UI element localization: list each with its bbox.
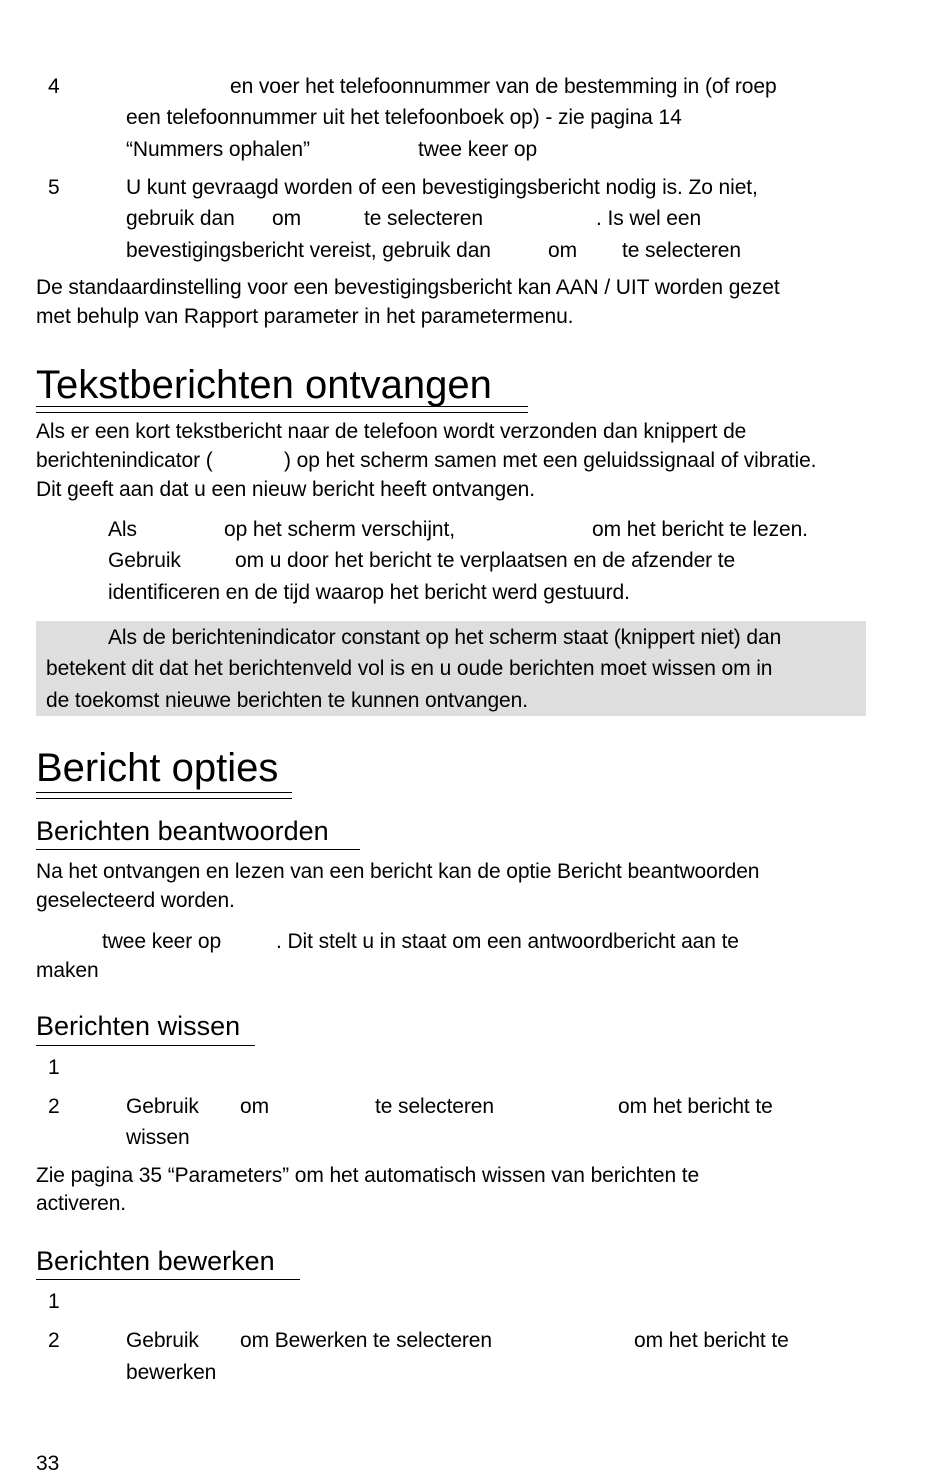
delete-step-2e: wissen (126, 1126, 190, 1149)
delete-step-2-number: 2 (48, 1095, 60, 1118)
reply-line1: Na het ontvangen en lezen van een bericht kan de optie Bericht beantwoorden (36, 860, 760, 883)
instruction-line1b: op het scherm verschijnt, (224, 518, 455, 541)
default-note-line1: De standaardinstelling voor een bevestigingsbericht kan AAN / UIT worden gezet (36, 276, 780, 299)
default-note-line2: met behulp van Rapport parameter in het parametermenu. (36, 305, 574, 328)
step-5-line3c: te selecteren (622, 239, 741, 262)
delete-note-line1: Zie pagina 35 “Parameters” om het automatisch wissen van berichten te (36, 1164, 700, 1187)
edit-step-2b: om Bewerken te selecteren (240, 1329, 492, 1352)
step-4-line2: een telefoonnummer uit het telefoonboek op) - zie pagina 14 (126, 106, 682, 129)
subheading-delete: Berichten wissen (36, 1011, 241, 1041)
page-number: 33 (36, 1452, 60, 1475)
instruction-line2b: om u door het bericht te verplaatsen en de afzender te (235, 549, 736, 572)
delete-step-2d: om het bericht te (618, 1095, 773, 1118)
section-title-receive: Tekstberichten ontvangen (36, 363, 492, 407)
step-4-line3a: “Nummers ophalen” (126, 138, 310, 161)
receive-paragraph-line2a: berichtenindicator ( (36, 449, 213, 472)
reply-line3b: . Dit stelt u in staat om een antwoordbericht aan te (276, 930, 739, 953)
step-4-number: 4 (48, 75, 60, 98)
delete-step-2a: Gebruik (126, 1095, 199, 1118)
receive-paragraph-line1: Als er een kort tekstbericht naar de telefoon wordt verzonden dan knippert de (36, 420, 747, 443)
instruction-line2a: Gebruik (108, 549, 181, 572)
title-underline (36, 406, 528, 413)
note-line1: Als de berichtenindicator constant op het scherm staat (knippert niet) dan (108, 626, 782, 649)
step-4-line3b: twee keer op (418, 138, 538, 161)
edit-step-2c: om het bericht te (634, 1329, 789, 1352)
delete-step-2b: om (240, 1095, 269, 1118)
reply-line4: maken (36, 959, 99, 982)
step-5-line2d: . Is wel een (596, 207, 702, 230)
instruction-line1a: Als (108, 518, 137, 541)
note-line3: de toekomst nieuwe berichten te kunnen ontvangen. (46, 689, 528, 712)
receive-paragraph-line3: Dit geeft aan dat u een nieuw bericht heeft ontvangen. (36, 478, 535, 501)
delete-step-2c: te selecteren (375, 1095, 494, 1118)
step-5-number: 5 (48, 176, 60, 199)
step-5-line1: U kunt gevraagd worden of een bevestigingsbericht nodig is. Zo niet, (126, 176, 758, 199)
instruction-line1c: om het bericht te lezen. (592, 518, 808, 541)
subheading-edit: Berichten bewerken (36, 1246, 275, 1276)
reply-line3a: twee keer op (102, 930, 222, 953)
section-title-options: Bericht opties (36, 746, 279, 790)
delete-note-line2: activeren. (36, 1192, 127, 1215)
reply-line2: geselecteerd worden. (36, 889, 235, 912)
subheading-underline (36, 1045, 255, 1046)
subheading-reply: Berichten beantwoorden (36, 816, 329, 846)
delete-step-1-number: 1 (48, 1056, 60, 1079)
step-5-line2a: gebruik dan (126, 207, 235, 230)
step-5-line3a: bevestigingsbericht vereist, gebruik dan (126, 239, 491, 262)
instruction-line3: identificeren en de tijd waarop het bericht werd gestuurd. (108, 581, 630, 604)
edit-step-2d: bewerken (126, 1361, 217, 1384)
subheading-underline (36, 1279, 300, 1280)
note-line2: betekent dit dat het berichtenveld vol is en u oude berichten moet wissen om in (46, 657, 773, 680)
subheading-underline (36, 849, 360, 850)
step-5-line2c: te selecteren (364, 207, 483, 230)
title-underline (36, 792, 292, 799)
edit-step-2a: Gebruik (126, 1329, 199, 1352)
edit-step-2-number: 2 (48, 1329, 60, 1352)
step-5-line2b: om (272, 207, 301, 230)
edit-step-1-number: 1 (48, 1290, 60, 1313)
step-4-line1: en voer het telefoonnummer van de bestemming in (of roep (230, 75, 777, 98)
step-5-line3b: om (548, 239, 577, 262)
receive-paragraph-line2b: ) op het scherm samen met een geluidssignaal of vibratie. (284, 449, 817, 472)
